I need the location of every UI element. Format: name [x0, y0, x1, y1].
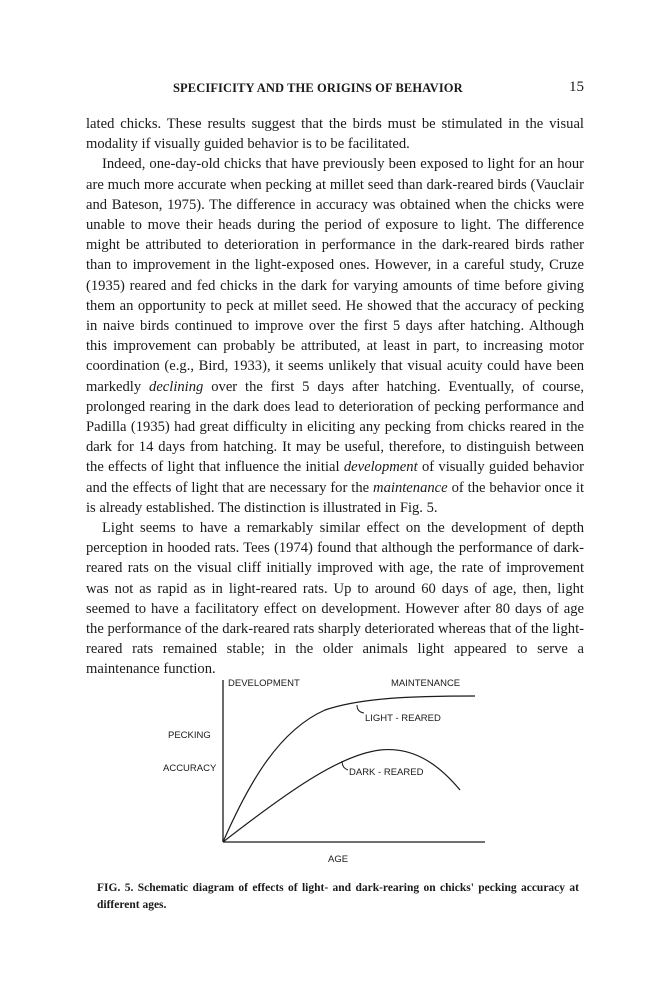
- paragraph-1-text: lated chicks. These results suggest that the birds must be stimulated in the visual modality if visually guided behavior is to be facilitated.: [86, 116, 584, 153]
- paragraph-2-text-b: over the first 5 days after hatching. Eventually, of course, prolonged rearing in the dark does lead to deterioration of pecking performance and Padilla (1935) had great difficulty in eliciting any pecking from chicks reared in the dark for 14 days from hatching. It may be useful, therefore, to distinguish between the effects of light that influence the initial: [86, 378, 584, 476]
- paragraph-1: [86, 114, 584, 154]
- label-maintenance: MAINTENANCE: [391, 678, 461, 689]
- paragraph-3-text: Light seems to have a remarkably similar effect on the development of depth perception in hooded rats. Tees (1974) found that although the performance of dark-reared rats on the visual cliff initially improved with age, the rate of improvement was not as rapid as in light-reared rats. Up to around 60 days of age, then, light seemed to have a facilitatory effect on development. However after 80 days of age the performance of the dark-reared rats sharply deteriorated whereas that of the light-reared rats remained stable; in the older animals light appeared to serve a maintenance function.: [86, 520, 584, 678]
- emphasis-maintenance: maintenance: [373, 479, 448, 496]
- figure-5-diagram: [150, 670, 490, 870]
- running-head: [86, 79, 584, 99]
- body-text: [86, 114, 584, 680]
- label-accuracy: ACCURACY: [163, 763, 217, 774]
- light-reared-pointer: [357, 705, 364, 713]
- emphasis-development: development: [343, 459, 418, 476]
- paragraph-3: [86, 518, 584, 680]
- label-development: DEVELOPMENT: [228, 678, 300, 689]
- emphasis-declining: declining: [149, 378, 204, 395]
- label-age: AGE: [328, 854, 349, 865]
- paragraph-2-text-d: of the behavior once it is already established. The distinction is illustrated in Fig. 5.: [86, 479, 584, 516]
- page-number: 15: [569, 79, 584, 95]
- label-dark-reared: DARK - REARED: [349, 767, 424, 778]
- figure-5: [150, 670, 490, 870]
- label-light-reared: LIGHT - REARED: [365, 713, 441, 724]
- dark-reared-curve: [223, 750, 460, 842]
- label-pecking: PECKING: [168, 730, 211, 741]
- running-title: SPECIFICITY AND THE ORIGINS OF BEHAVIOR: [173, 81, 463, 95]
- figure-caption: FIG. 5. Schematic diagram of effects of light- and dark-rearing on chicks' pecking accuracy at different ages.: [97, 882, 579, 911]
- dark-reared-pointer: [342, 761, 348, 770]
- paragraph-2-text-c: of visually guided behavior and the effects of light that are necessary for the: [86, 459, 584, 496]
- paragraph-2: [86, 154, 584, 518]
- paragraph-2-text-a: Indeed, one-day-old chicks that have previously been exposed to light for an hour are much more accurate when pecking at millet seed than dark-reared birds (Vauclair and Bateson, 1975). The difference in accuracy was obtained when the chicks were unable to move their heads during the period of exposure to light. The difference might be attributed to deterioration in performance in the dark-reared birds rather than to improvement in the light-exposed ones. However, in a careful study, Cruze (1935) reared and fed chicks in the dark for varying amounts of time before giving them an opportunity to peck at millet seed. He showed that the accuracy of pecking in naive birds continued to improve over the first 5 days after hatching. Although this improvement can probably be attributed, at least in part, to increasing motor coordination (e.g., Bird, 1933), it seems unlikely that visual acuity could have been markedly: [86, 156, 584, 395]
